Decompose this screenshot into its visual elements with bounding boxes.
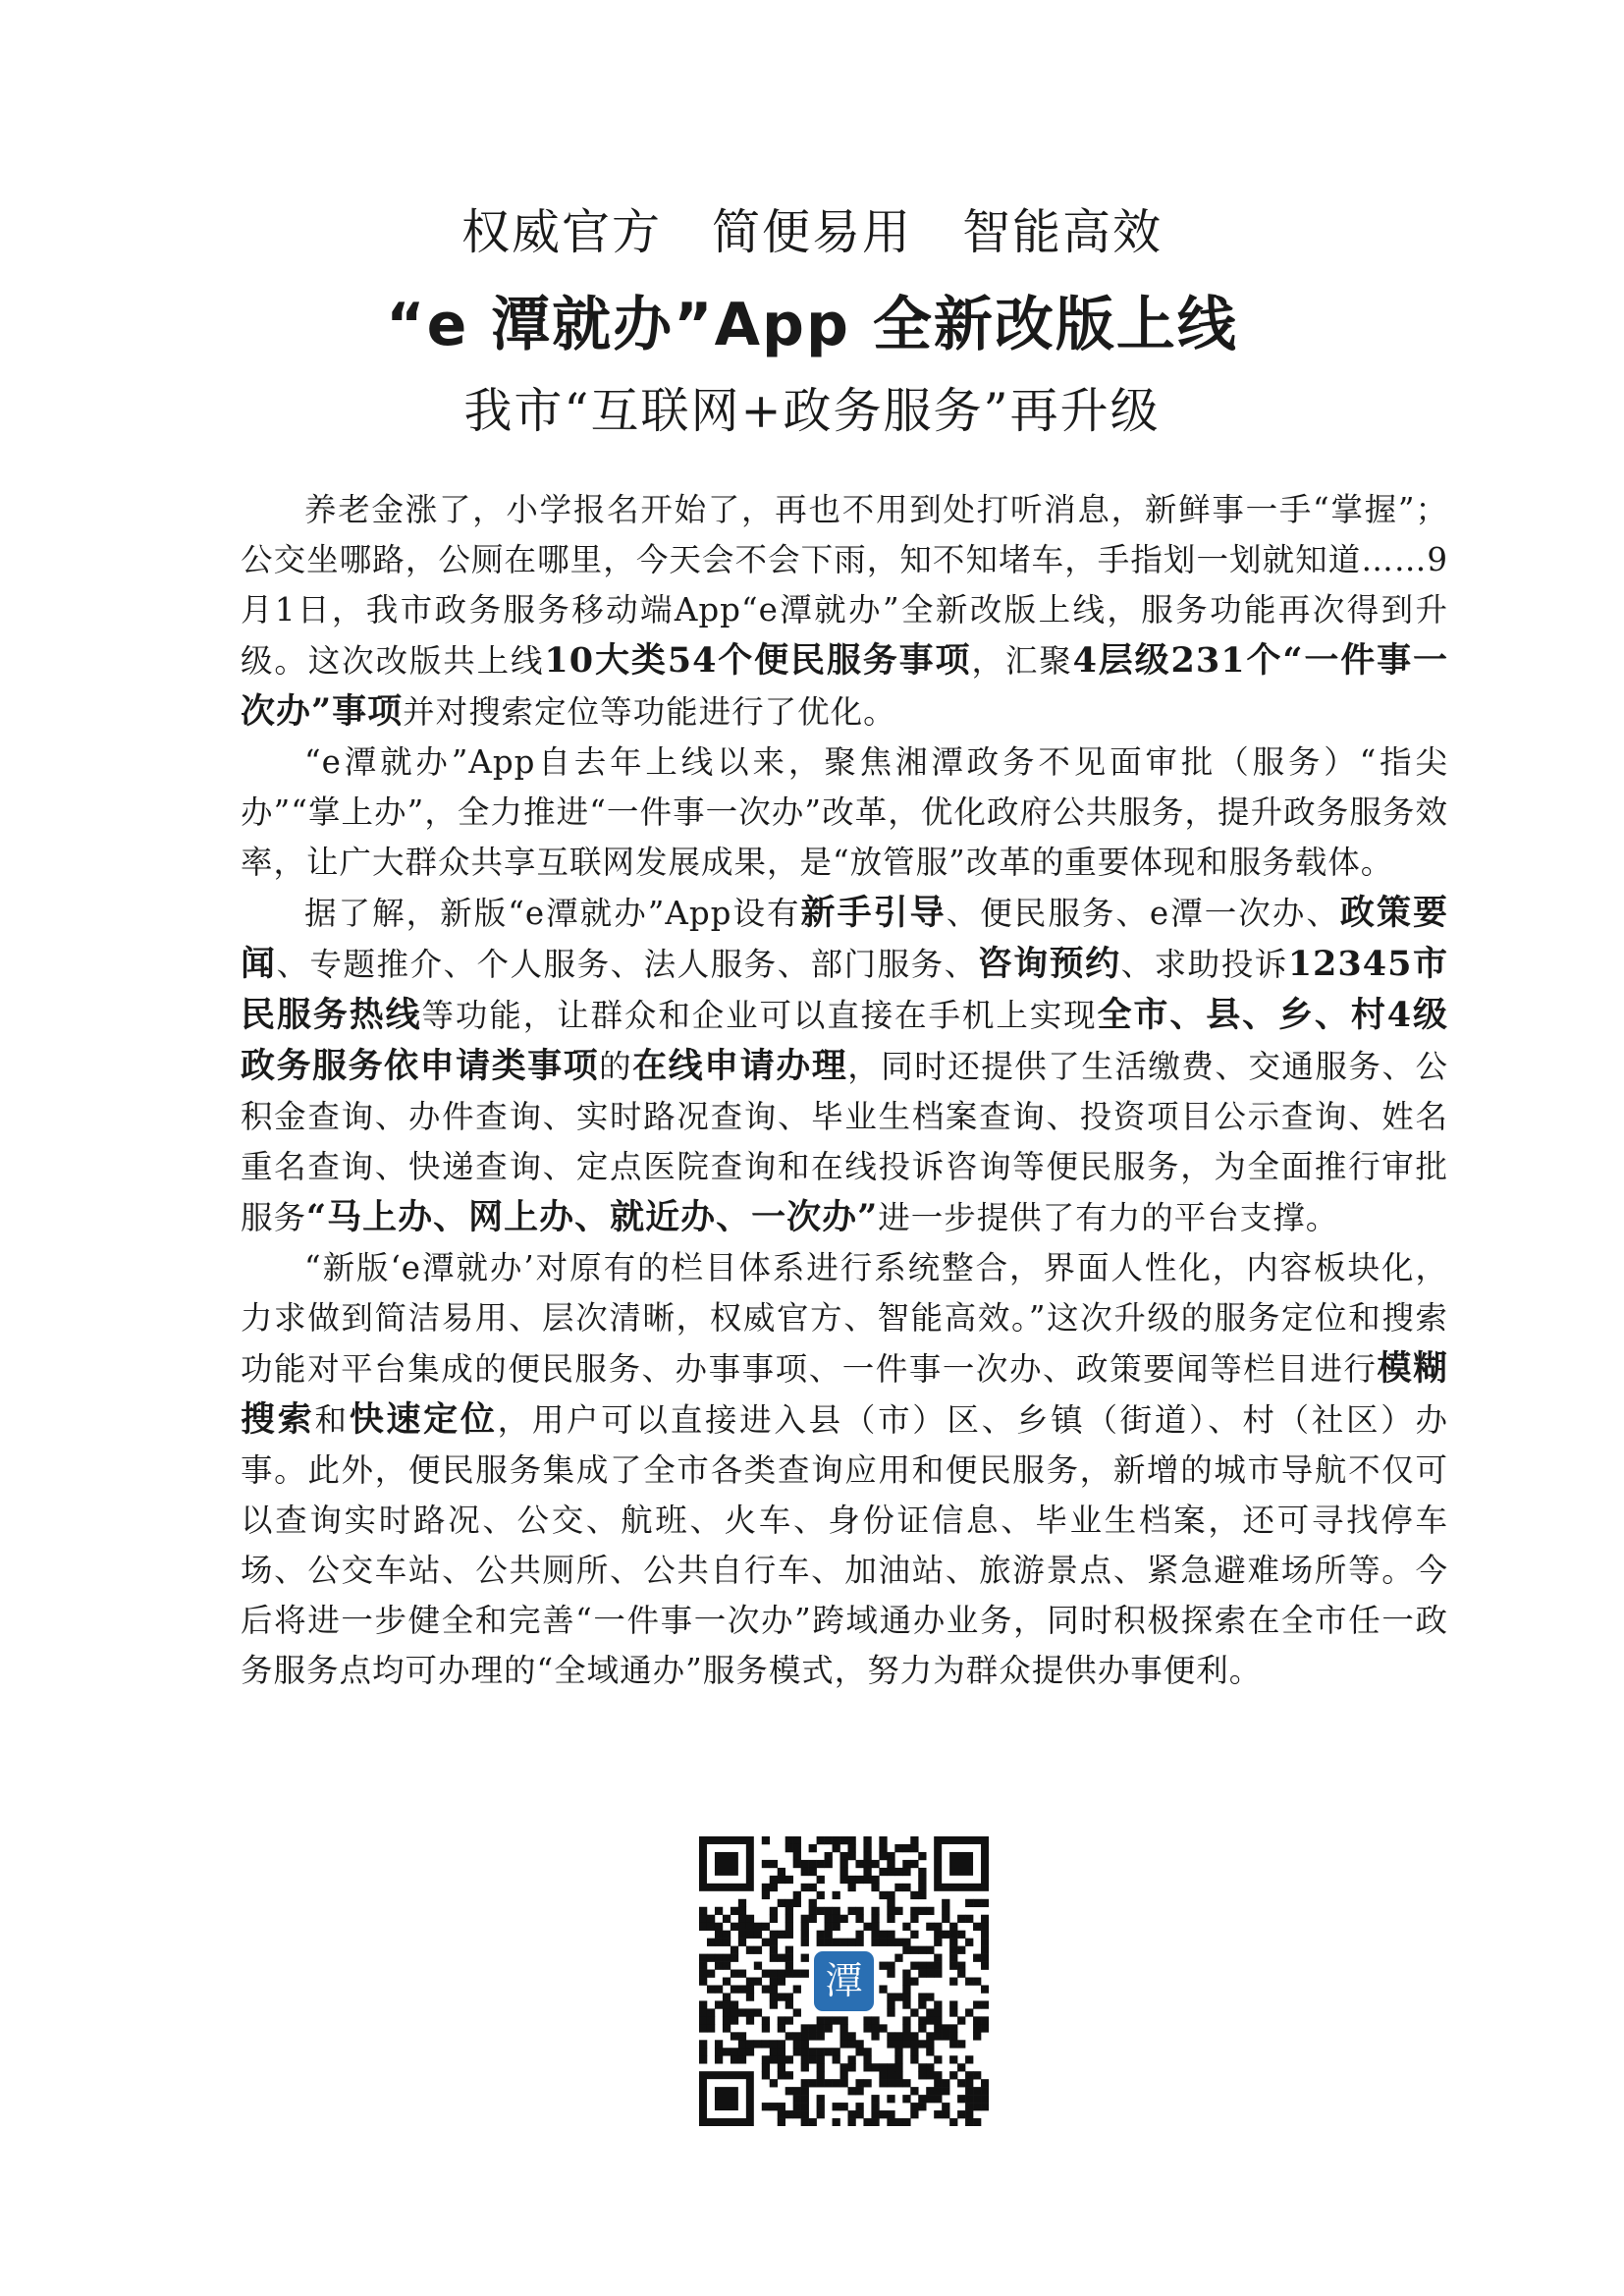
subtitle: 我市“互联网+政务服务”再升级 — [463, 383, 1161, 439]
body-text: “e潭就办”App自去年上线以来，聚焦湘潭政务不见面审批（服务）“指尖办”“掌上办”，全力推进“一件事一次办”改革，优化政府公共服务，提升政务服务效率，让广大群众共享互联网发展成果，是“放管服”改革的重要体现和服务载体。 — [241, 743, 1448, 881]
body-text: ，用户可以直接进入县（市）区、乡镇（街道）、村（社区）办事。此外，便民服务集成了全市各类查询应用和便民服务，新增的城市导航不仅可以查询实时路况、公交、航班、火车、身份证信息、毕业生档案，还可寻找停车场、公交车站、公共厕所、公共自行车、加油站、旅游景点、紧急避难场所等。今后将进一步健全和完善“一件事一次办”跨域通办业务，同时积极探索在全市任一政务服务点均可办理的“全域通办”服务模式，努力为群众提供办事便利。 — [241, 1401, 1448, 1689]
emphasis-text: 咨询预约 — [977, 944, 1121, 984]
app-logo-text: 潭 — [825, 1959, 863, 2002]
body-text: 养老金涨了，小学报名开始了，再也不用到处打听消息，新鲜事一手“掌握”；公交坐哪路，公厕在哪里，今天会不会下雨，知不知堵车，手指划一划就知道……9月1日，我市政务服务移动端App“e潭就办”全新改版上线，服务功能再次得到升级。这次改版共上线 — [241, 491, 1448, 680]
qr-code-icon — [699, 1836, 989, 2126]
emphasis-text: “马上办、网上办、就近办、一次办” — [306, 1197, 879, 1237]
body-text: ，同时还提供了生活缴费、交通服务、公积金查询、办件查询、实时路况查询、毕业生档案查询、投资项目公示查询、姓名重名查询、快递查询、定点医院查询和在线投诉咨询等便民服务，为全面推行审批服务 — [241, 1048, 1448, 1236]
paragraph-3 — [241, 888, 1448, 1243]
body-text: 并对搜索定位等功能进行了优化。 — [403, 693, 896, 731]
emphasis-text: 模糊搜索 — [241, 1348, 1448, 1440]
emphasis-text: 快速定位 — [349, 1399, 498, 1440]
body-text: 、求助投诉 — [1120, 946, 1288, 983]
article-body — [241, 485, 1448, 1696]
paragraph-1 — [241, 485, 1448, 738]
main-title: “e 潭就办”App 全新改版上线 — [386, 291, 1238, 359]
emphasis-text: 在线申请办理 — [632, 1046, 848, 1086]
emphasis-text: 4层级231个“一件事一次办”事项 — [241, 640, 1448, 732]
emphasis-text: 10大类54个便民服务事项 — [544, 640, 972, 681]
emphasis-text: 12345市民服务热线 — [241, 944, 1448, 1035]
body-text: 等功能，让群众和企业可以直接在手机上实现 — [421, 997, 1098, 1034]
body-text: 、便民服务、e潭一次办、 — [946, 895, 1340, 932]
slogan-heading: 权威官方 简便易用 智能高效 — [460, 204, 1163, 260]
body-text: 和 — [314, 1401, 350, 1439]
body-text: 据了解，新版“e潭就办”App设有 — [304, 895, 801, 932]
body-text: 进一步提供了有力的平台支撑。 — [878, 1199, 1339, 1236]
emphasis-text: 政策要闻 — [241, 893, 1448, 984]
paragraph-4 — [241, 1243, 1448, 1696]
paragraph-2 — [241, 738, 1448, 888]
emphasis-text: 新手引导 — [800, 893, 947, 933]
body-text: “新版‘e潭就办’对原有的栏目体系进行系统整合，界面人性化，内容板块化，力求做到简洁易用、层次清晰，权威官方、智能高效。”这次升级的服务定位和搜索功能对平台集成的便民服务、办事事项、一件事一次办、政策要闻等栏目进行 — [241, 1249, 1448, 1388]
emphasis-text: 全市、县、乡、村4级政务服务依申请类事项 — [241, 995, 1448, 1086]
qr-code-graphic — [699, 1836, 989, 2126]
body-text: 、专题推介、个人服务、法人服务、部门服务、 — [276, 946, 978, 983]
body-text: 的 — [599, 1048, 633, 1085]
body-text: ，汇聚 — [971, 642, 1073, 680]
